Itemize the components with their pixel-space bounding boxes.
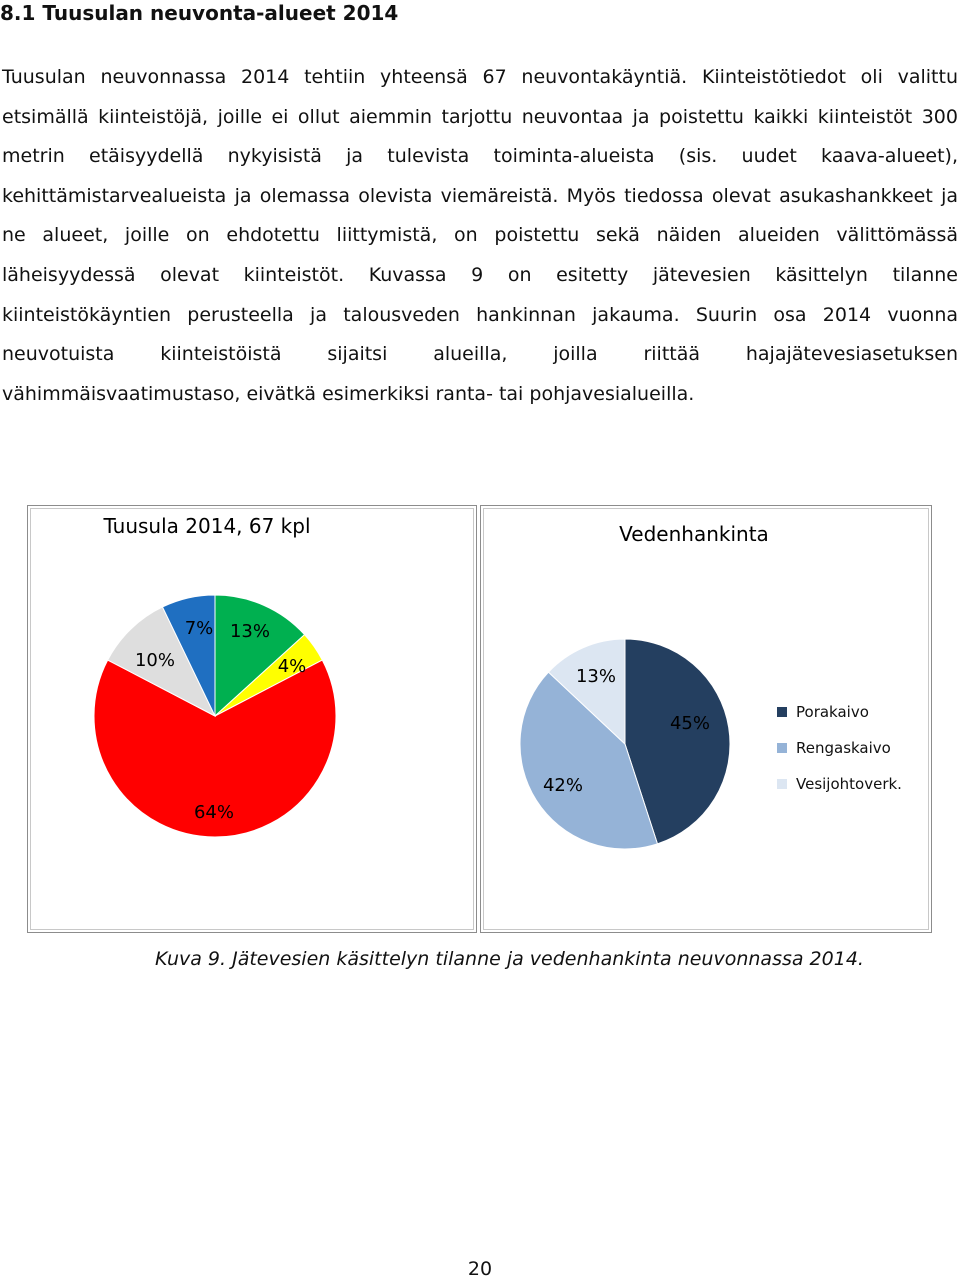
legend-label: Rengaskaivo: [796, 739, 891, 757]
pie-data-label: 4%: [277, 656, 307, 677]
legend-swatch: [777, 707, 787, 717]
page-number: 20: [467, 1258, 493, 1280]
legend-item: [777, 694, 902, 730]
body-paragraph: Tuusulan neuvonnassa 2014 tehtiin yhteensä 67 neuvontakäyntiä. Kiinteistötiedot oli valittu etsimällä kiinteistöjä, joille ei ollut aiemmin tarjottu neuvontaa ja poistettu kaikki kiinteistöt 300 metrin etäisyydellä nykyisistä ja tulevista toiminta-alueista (sis. uudet kaava-alueet), kehittämistarvealueista ja olemassa olevista viemäreistä. Myös tiedossa olevat asukashankkeet ja ne alueet, joille on ehdotettu liittymistä, on poistettu sekä näiden alueiden välittömässä läheisyydessä olevat kiinteistöt. Kuvassa 9 on esitetty jätevesien käsittelyn tilanne kiinteistökäyntien perusteella ja talousveden hankinnan jakauma. Suurin osa 2014 vuonna neuvotuista kiinteistöistä sijaitsi alueilla, joilla riittää hajajätevesiasetuksen vähimmäisvaatimustaso, eivätkä esimerkiksi ranta- tai pohjavesialueilla.: [2, 66, 958, 405]
pie-slice-0: [625, 639, 730, 844]
legend-swatch: [777, 779, 787, 789]
pie-chart-water-supply: [480, 505, 932, 933]
pie-slice-0: [215, 595, 305, 716]
legend-item: [777, 730, 902, 766]
chart-legend: [777, 694, 902, 802]
chart-title: Tuusula 2014, 67 kpl: [103, 514, 311, 538]
pie-slice-2: [548, 639, 625, 744]
pie-data-label: 64%: [193, 802, 235, 823]
legend-item: [777, 766, 902, 802]
pie-data-label: 10%: [134, 650, 176, 671]
pie-chart-treatment: [27, 505, 477, 933]
pie-data-label: 13%: [229, 621, 271, 642]
section-heading: 8.1 Tuusulan neuvonta-alueet 2014: [0, 1, 399, 25]
pie-slice-2: [94, 660, 336, 837]
pie-chart-svg: [28, 506, 478, 934]
legend-swatch: [777, 743, 787, 753]
pie-data-label: 13%: [575, 666, 617, 687]
pie-slice-4: [163, 595, 215, 716]
pie-data-label: 7%: [184, 618, 214, 639]
pie-chart-svg: [481, 506, 933, 934]
legend-label: Porakaivo: [796, 703, 869, 721]
legend-label: Vesijohtoverk.: [796, 775, 902, 793]
pie-slice-3: [108, 607, 215, 716]
pie-slice-1: [520, 672, 657, 849]
chart-title: Vedenhankinta: [619, 522, 769, 546]
figure-caption: Kuva 9. Jätevesien käsittelyn tilanne ja vedenhankinta neuvonnassa 2014.: [155, 948, 864, 970]
pie-slice-1: [215, 635, 322, 716]
pie-data-label: 42%: [542, 775, 584, 796]
pie-data-label: 45%: [669, 713, 711, 734]
